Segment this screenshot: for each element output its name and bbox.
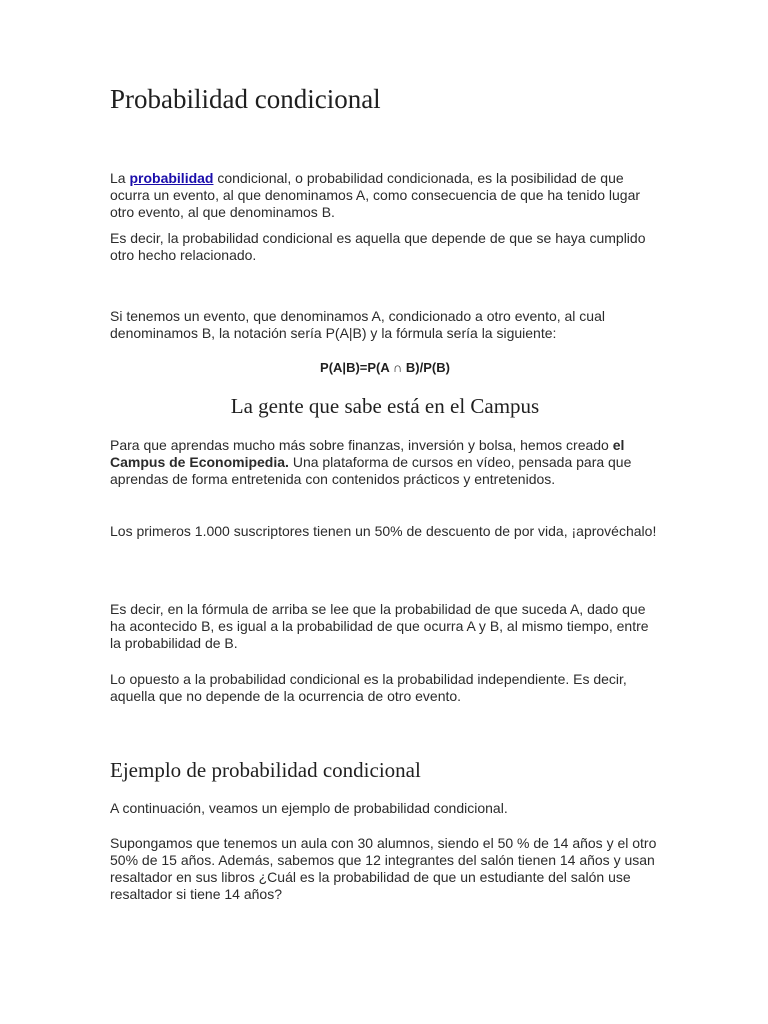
campus-offer-paragraph: Los primeros 1.000 suscriptores tienen un 50% de descuento de por vida, ¡aprovéchalo! (110, 523, 657, 539)
campus-paragraph (110, 437, 662, 488)
intro-prefix: La (110, 170, 130, 186)
campus-name: el Campus de Economipedia. (110, 437, 625, 470)
intro-paragraph (110, 170, 662, 221)
example-intro-paragraph: A continuación, veamos un ejemplo de probabilidad condicional. (110, 800, 508, 816)
campus-text-prefix: Para que aprendas mucho más sobre finanzas, inversión y bolsa, hemos creado (110, 437, 613, 453)
probabilidad-link[interactable]: probabilidad (129, 170, 214, 186)
independent-probability-paragraph: Lo opuesto a la probabilidad condicional es la probabilidad independiente. Es decir, aquella que no depende de la ocurrencia de otro evento. (110, 671, 627, 704)
example-heading: Ejemplo de probabilidad condicional (110, 758, 421, 782)
campus-text-suffix: Una plataforma de cursos en vídeo, pensada para que aprendas de forma entretenida con contenidos prácticos y entretenidos. (110, 454, 632, 487)
page-title: Probabilidad condicional (110, 84, 381, 114)
notation-paragraph: Si tenemos un evento, que denominamos A, condicionado a otro evento, al cual denominamos B, la notación sería P(A|B) y la fórmula sería la siguiente: (110, 308, 605, 341)
definition-paragraph: Es decir, la probabilidad condicional es aquella que depende de que se haya cumplido otro hecho relacionado. (110, 230, 646, 263)
intro-suffix: condicional, o probabilidad condicionada, es la posibilidad de que ocurra un evento, al que denominamos A, como consecuencia de que ha tenido lugar otro evento, al que denominamos B. (110, 170, 641, 220)
example-problem-paragraph: Supongamos que tenemos un aula con 30 alumnos, siendo el 50 % de 14 años y el otro 50% de 15 años. Además, sabemos que 12 integrantes del salón tienen 14 años y usan resaltador en sus libros ¿Cuál es la probabilidad de que un estudiante del salón use resaltador si tiene 14 años? (110, 835, 657, 902)
formula: P(A|B)=P(A ∩ B)/P(B) (320, 360, 450, 375)
formula-explanation-paragraph: Es decir, en la fórmula de arriba se lee que la probabilidad de que suceda A, dado que ha acontecido B, es igual a la probabilidad de que ocurra A y B, al mismo tiempo, entre la probabilidad de B. (110, 601, 649, 651)
campus-heading: La gente que sabe está en el Campus (230, 394, 540, 418)
